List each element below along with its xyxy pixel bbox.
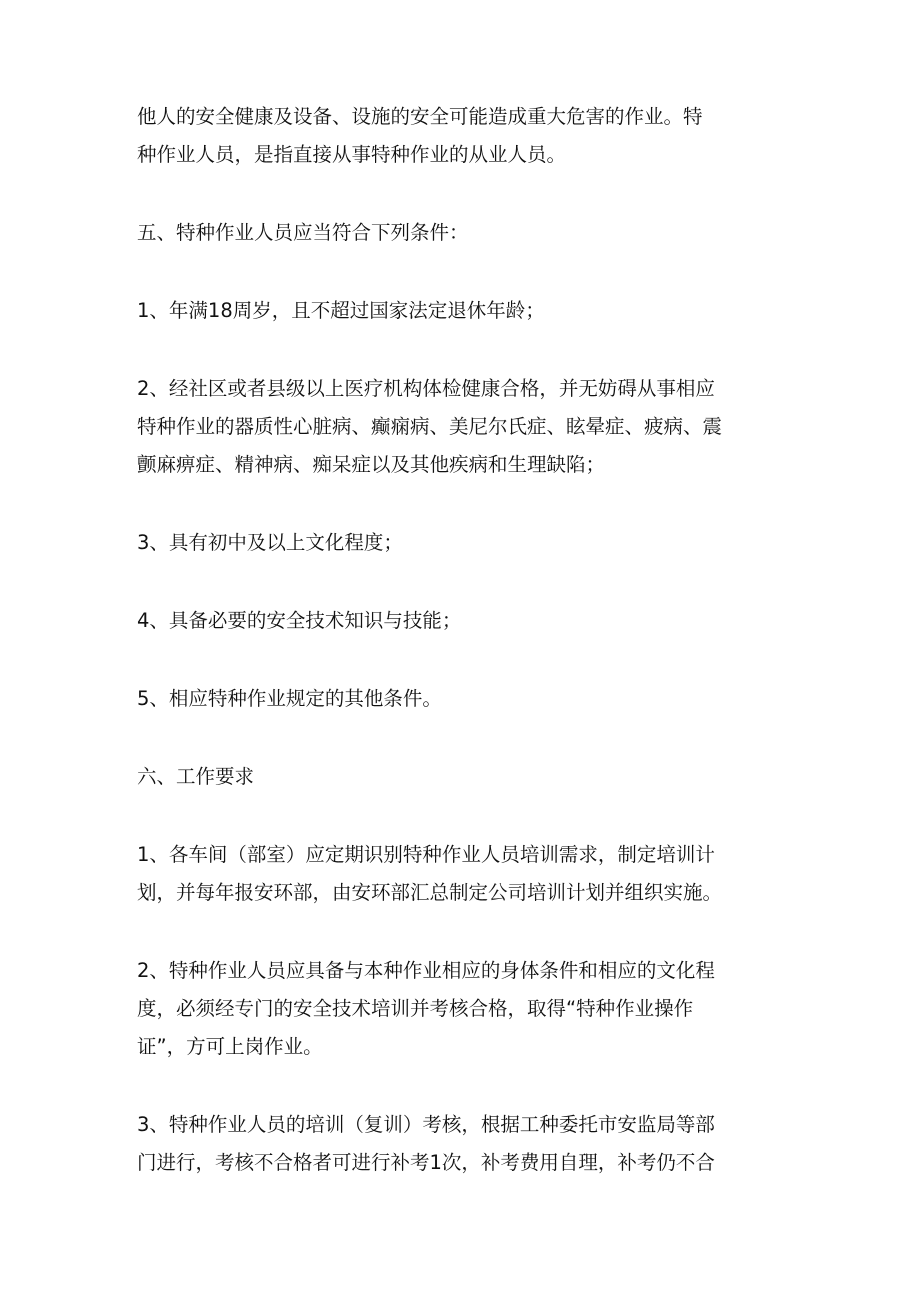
requirement-item-3 bbox=[137, 1106, 787, 1182]
text-line: 2、特种作业人员应具备与本种作业相应的身体条件和相应的文化程 bbox=[137, 959, 715, 982]
text-line: 4、具备必要的安全技术知识与技能； bbox=[137, 609, 462, 632]
condition-item-1 bbox=[137, 292, 787, 330]
condition-item-4 bbox=[137, 602, 787, 640]
section-heading-requirements bbox=[137, 758, 787, 796]
text-line: 1、各车间（部室）应定期识别特种作业人员培训需求，制定培训计 bbox=[137, 843, 715, 866]
condition-item-3 bbox=[137, 524, 787, 562]
text-line: 他人的安全健康及设备、设施的安全可能造成重大危害的作业。特 bbox=[137, 105, 703, 128]
heading-line: 六、工作要求 bbox=[137, 765, 255, 788]
text-line: 度，必须经专门的安全技术培训并考核合格，取得“特种作业操作 bbox=[137, 997, 694, 1020]
text-line: 种作业人员，是指直接从事特种作业的从业人员。 bbox=[137, 143, 567, 166]
text-line: 证”，方可上岗作业。 bbox=[137, 1035, 323, 1058]
paragraph-definition-continued bbox=[137, 98, 787, 174]
condition-item-2 bbox=[137, 370, 787, 484]
requirement-item-1 bbox=[137, 836, 787, 912]
condition-item-5 bbox=[137, 680, 787, 718]
document-body bbox=[137, 98, 787, 1182]
text-line: 划，并每年报安环部，由安环部汇总制定公司培训计划并组织实施。 bbox=[137, 881, 723, 904]
text-line: 门进行，考核不合格者可进行补考1次，补考费用自理，补考仍不合 bbox=[137, 1151, 715, 1174]
text-line: 3、特种作业人员的培训（复训）考核，根据工种委托市安监局等部 bbox=[137, 1113, 715, 1136]
text-line: 1、年满18周岁，且不超过国家法定退休年龄； bbox=[137, 299, 545, 322]
heading-line: 五、特种作业人员应当符合下列条件： bbox=[137, 221, 469, 244]
text-line: 特种作业的器质性心脏病、癫痫病、美尼尔氏症、眩晕症、疲病、震 bbox=[137, 415, 723, 438]
text-line: 5、相应特种作业规定的其他条件。 bbox=[137, 687, 442, 710]
requirement-item-2 bbox=[137, 952, 787, 1066]
text-line: 3、具有初中及以上文化程度； bbox=[137, 531, 403, 554]
text-line: 2、经社区或者县级以上医疗机构体检健康合格，并无妨碍从事相应 bbox=[137, 377, 715, 400]
text-line: 颤麻痹症、精神病、痴呆症以及其他疾病和生理缺陷； bbox=[137, 453, 606, 476]
section-heading-conditions bbox=[137, 214, 787, 252]
